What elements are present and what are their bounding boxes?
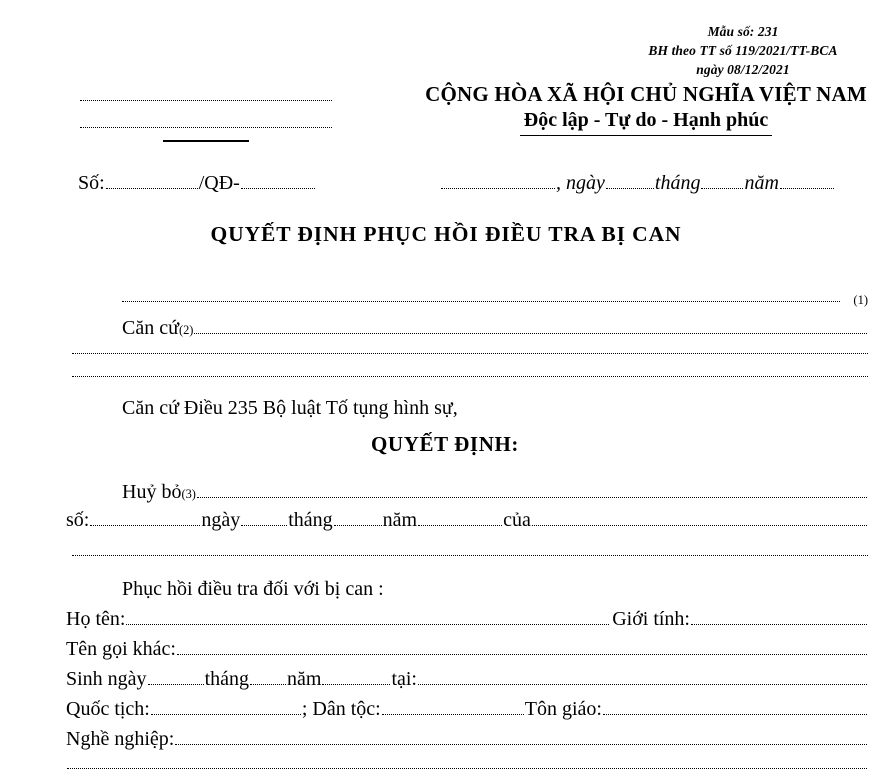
form-code-block xyxy=(600,22,886,79)
dantoc-input-blank[interactable] xyxy=(382,700,524,715)
birth-day-blank[interactable] xyxy=(148,670,204,685)
revoked-day-blank[interactable] xyxy=(241,511,287,526)
revoked-nam-label: năm xyxy=(382,509,418,531)
birth-month-blank[interactable] xyxy=(250,670,286,685)
tai-label: tại: xyxy=(391,668,417,690)
ngay-label: , ngày xyxy=(556,172,605,194)
revoked-cua-label: của xyxy=(503,509,531,531)
field-row-alias xyxy=(66,634,868,664)
place-date-line xyxy=(440,170,840,196)
issuing-agency-block xyxy=(72,88,340,142)
revoked-so-label: số: xyxy=(66,509,90,531)
nam-label: năm xyxy=(744,172,779,194)
resume-investigation-text: Phục hồi điều tra đối với bị can : xyxy=(122,578,384,600)
footnote-marker-1: (1) xyxy=(853,293,868,307)
nghenghiep-input-blank[interactable] xyxy=(175,730,867,745)
cancu-label: Căn cứ xyxy=(122,317,179,339)
so-label: Số: xyxy=(78,172,105,194)
legal-basis-blank[interactable] xyxy=(194,319,867,334)
statute-reference: Căn cứ Điều 235 Bộ luật Tố tụng hình sự, xyxy=(122,397,458,419)
agency-underline xyxy=(163,140,249,142)
so-input-blank[interactable] xyxy=(106,174,198,189)
thang-label: tháng xyxy=(654,172,701,194)
huybo-label: Huỷ bỏ xyxy=(122,481,182,503)
quoctich-input-blank[interactable] xyxy=(151,700,301,715)
document-body xyxy=(66,283,868,784)
hoten-label: Họ tên: xyxy=(66,608,126,630)
birth-place-blank[interactable] xyxy=(418,670,867,685)
hoten-input-blank[interactable] xyxy=(126,610,609,625)
motto-underline xyxy=(520,135,772,136)
day-blank[interactable] xyxy=(606,174,654,189)
gioitinh-input-blank[interactable] xyxy=(691,610,867,625)
tengoikhac-label: Tên gọi khác: xyxy=(66,638,176,660)
form-code-circular: BH theo TT số 119/2021/TT-BCA xyxy=(648,43,838,58)
qd-suffix-blank[interactable] xyxy=(241,174,315,189)
nghenghiep-label: Nghề nghiệp: xyxy=(66,728,175,750)
revoked-so-blank[interactable] xyxy=(90,511,200,526)
revoked-month-blank[interactable] xyxy=(334,511,382,526)
field-row-birth xyxy=(66,664,868,694)
month-blank[interactable] xyxy=(701,174,743,189)
field-row-clipped xyxy=(66,754,868,784)
sinh-nam-label: năm xyxy=(287,668,322,690)
national-heading xyxy=(420,82,872,136)
page-title: QUYẾT ĐỊNH PHỤC HỒI ĐIỀU TRA BỊ CAN xyxy=(210,222,682,246)
revoked-ngay-label: ngày xyxy=(201,509,241,531)
form-code-number: Mẫu số: 231 xyxy=(707,24,779,39)
legal-basis-line: Căn cứ (2) xyxy=(72,313,868,343)
legal-basis-blank-line-2[interactable] xyxy=(72,353,868,354)
sinhngay-label: Sinh ngày xyxy=(66,668,147,690)
document-number-line xyxy=(78,170,346,196)
agency-line-2[interactable] xyxy=(80,127,332,128)
birth-year-blank[interactable] xyxy=(322,670,390,685)
field-row-occupation xyxy=(66,724,868,754)
place-blank[interactable] xyxy=(441,174,555,189)
quoctich-label: Quốc tịch: xyxy=(66,698,150,720)
field-row-nationality xyxy=(66,694,868,724)
field-row-fullname xyxy=(66,604,868,634)
legal-basis-blank-line-3[interactable] xyxy=(72,376,868,377)
revoked-issuer-blank[interactable] xyxy=(532,511,867,526)
revoked-thang-label: tháng xyxy=(288,509,333,531)
tongiao-input-blank[interactable] xyxy=(603,700,867,715)
revoke-line: Huỷ bỏ (3) xyxy=(72,477,868,505)
decision-heading: QUYẾT ĐỊNH: xyxy=(371,432,519,456)
tengoikhac-input-blank[interactable] xyxy=(177,640,867,655)
clipped-blank[interactable] xyxy=(67,754,867,769)
year-blank[interactable] xyxy=(780,174,834,189)
agency-line-1[interactable] xyxy=(80,100,332,101)
revoke-blank[interactable] xyxy=(197,483,867,498)
gioitinh-label: Giới tính: xyxy=(612,608,690,630)
qd-label: /QĐ- xyxy=(198,172,240,194)
form-code-date: ngày 08/12/2021 xyxy=(696,62,790,77)
revoked-document-line xyxy=(66,505,868,533)
sinh-thang-label: tháng xyxy=(204,668,249,690)
revoked-document-blank-line-2[interactable] xyxy=(72,555,868,556)
dantoc-label: ; Dân tộc: xyxy=(301,698,381,720)
revoked-year-blank[interactable] xyxy=(418,511,502,526)
country-name: CỘNG HÒA XÃ HỘI CHỦ NGHĨA VIỆT NAM xyxy=(425,82,867,106)
national-motto: Độc lập - Tự do - Hạnh phúc xyxy=(523,109,769,131)
tongiao-label: Tôn giáo: xyxy=(524,698,602,720)
agency-full-name-blank[interactable] xyxy=(122,301,840,302)
agency-full-name-line xyxy=(72,283,868,313)
